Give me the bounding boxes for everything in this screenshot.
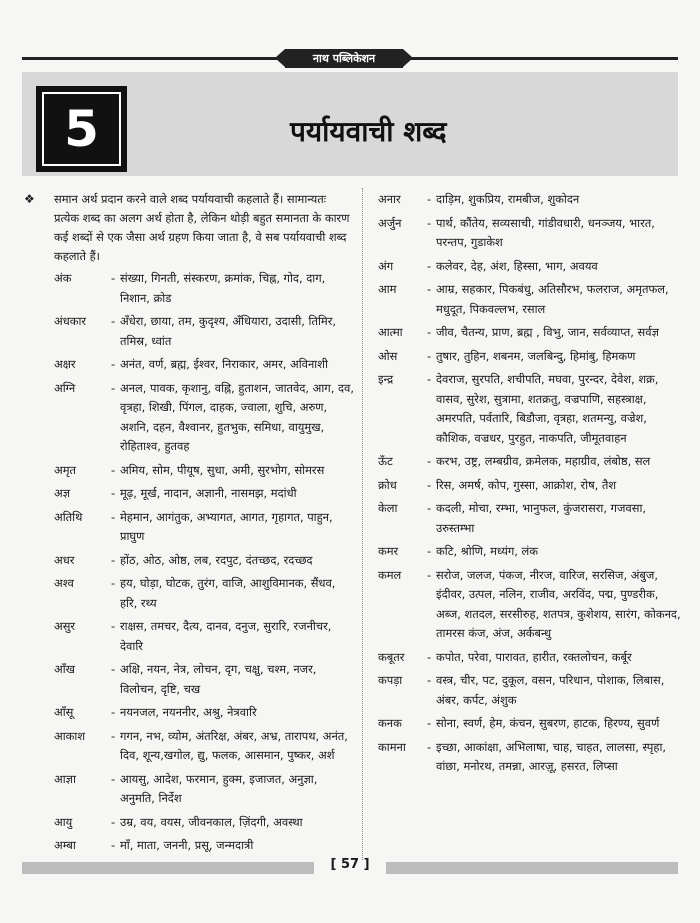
synonym-entry [370, 738, 682, 777]
synonym-entry [370, 452, 682, 472]
entry-word: आयु [54, 814, 73, 829]
synonym-entry [22, 727, 354, 766]
entry-word: अनार [378, 192, 401, 206]
entry-dash: - [110, 509, 116, 524]
synonym-entry [370, 566, 682, 644]
entry-dash: - [110, 357, 116, 371]
entry-synonyms: आम्र, सहकार, पिकबंधु, अतिसौरभ, फलराज, अमृतफल, मधुदूत, पिकवल्लभ, रसाल [436, 282, 669, 316]
entry-synonyms: अमिय, सोम, पीयूष, सुधा, अमी, सुरभोग, सोमरस [120, 462, 325, 477]
synonym-entry [370, 190, 682, 210]
entry-dash: - [426, 258, 432, 273]
entry-dash: - [110, 838, 116, 852]
entry-word: आज्ञा [54, 771, 76, 786]
entry-dash: - [110, 771, 116, 786]
entry-synonyms: कदली, मोचा, रम्भा, भानुफल, कुंजरासरा, गजवसा, उरुस्तम्भा [436, 501, 647, 535]
entry-word: कमल [378, 567, 402, 582]
entry-synonyms: मूढ़, मूर्ख, नादान, अज्ञानी, नासमझ, मदांधी [120, 486, 297, 500]
entry-synonyms: तुषार, तुहिन, शबनम, जलबिन्दु, हिमांबु, हिमकण [436, 348, 636, 363]
synonym-entry [22, 551, 354, 571]
right-synonym-list [370, 190, 682, 777]
chapter-title: पर्यायवाची शब्द [290, 115, 447, 148]
entry-word: अर्जुन [378, 215, 402, 230]
synonym-entry [22, 770, 354, 809]
synonym-entry [370, 347, 682, 367]
chapter-number-box [36, 86, 127, 172]
entry-synonyms: अक्षि, नयन, नेत्र, लोचन, दृग, चक्षु, चश्म, नजर, विलोचन, दृष्टि, चख [120, 662, 317, 696]
entry-dash: - [426, 372, 432, 386]
entry-word: असुर [54, 619, 76, 633]
entry-synonyms: पार्थ, कौंतेय, सव्यसाची, गांडीवधारी, धनञ्जय, भारत, परन्तप, गुडाकेश [436, 215, 655, 249]
entry-synonyms: करभ, उष्ट्र, लम्बग्रीव, क्रमेलक, महाग्रीव, लंबोष्ठ, सल [436, 454, 651, 468]
entry-dash: - [110, 552, 116, 567]
synonym-entry [22, 660, 354, 699]
entry-word: आत्मा [378, 325, 403, 339]
entry-word: कमर [378, 544, 399, 558]
entry-synonyms: उम्र, वय, वयस, जीवनकाल, ज़िंदगी, अवस्था [120, 814, 303, 829]
bullet-icon: ❖ [24, 192, 35, 206]
synonym-entry [22, 574, 354, 613]
entry-word: कनक [378, 716, 402, 730]
synonym-entry [370, 671, 682, 710]
entry-word: अतिथि [54, 509, 83, 524]
entry-dash: - [426, 282, 432, 296]
chapter-number: 5 [64, 100, 99, 158]
entry-dash: - [110, 814, 116, 829]
entry-synonyms: नयनजल, नयननीर, अश्रु, नेत्रवारि [120, 705, 257, 719]
page-number: [ 57 ] [330, 857, 370, 872]
entry-dash: - [426, 544, 432, 558]
entry-synonyms: कटि, श्रोणि, मध्यंग, लंक [436, 544, 538, 558]
entry-dash: - [110, 705, 116, 719]
entry-word: आँख [54, 662, 75, 676]
entry-dash: - [426, 348, 432, 363]
entry-word: अंग [378, 258, 394, 273]
entry-dash: - [110, 619, 116, 633]
publisher-label: नाथ पब्लिकेशन [285, 49, 403, 68]
synonym-entry [370, 370, 682, 448]
entry-synonyms: कलेवर, देह, अंश, हिस्सा, भाग, अवयव [436, 258, 598, 273]
synonym-entry [370, 280, 682, 319]
left-synonym-list [22, 269, 354, 856]
entry-dash: - [426, 477, 432, 492]
entry-synonyms: संख्या, गिनती, संस्करण, क्रमांक, चिह्न, गोद, दाग, निशान, क्रोड [120, 271, 326, 305]
entry-word: क्रोध [378, 477, 397, 492]
entry-word: केला [378, 501, 398, 515]
entry-dash: - [110, 314, 116, 328]
synonym-entry [370, 542, 682, 562]
entry-dash: - [426, 716, 432, 730]
synonym-entry [22, 312, 354, 351]
entry-synonyms: गगन, नभ, व्योम, अंतरिक्ष, अंबर, अभ्र, तारापथ, अनंत, दिव, शून्य,खगोल, द्यु, फलक, आसमान, पुष्कर, अर्श [120, 728, 348, 762]
synonym-entry [22, 813, 354, 833]
intro-text: समान अर्थ प्रदान करने वाले शब्द पर्यायवाची कहलाते हैं। सामान्यतः प्रत्येक शब्द का अलग अर्थ होता है, लेकिन थोड़ी बहुत समानता के कारण कई शब्दों से एक जैसा अर्थ ग्रहण किया जाता है, वे सब पर्यायवाची शब्द कहलाते हैं। [54, 192, 350, 263]
entry-word: अग्नि [54, 380, 76, 395]
synonym-entry [22, 269, 354, 308]
entry-synonyms: देवराज, सुरपति, शचीपति, मघवा, पुरन्दर, देवेश, शक्र, वासव, सुरेश, सुत्रामा, शतक्रतु, वज्रपाणि, सहस्त्राक्ष, अमरपति, पर्वतारि, बिडौजा, वृत्रहा, शतमन्यु, वज्रेश, कौशिक, वज्रधर, पुरहुत, नाकपति, जीमूतवाहन [436, 372, 659, 445]
synonym-entry [22, 508, 354, 547]
entry-dash: - [110, 462, 116, 477]
entry-word: कपड़ा [378, 673, 403, 687]
entry-word: अमृत [54, 462, 77, 477]
entry-dash: - [426, 192, 432, 206]
entry-word: आँसू [54, 705, 74, 719]
entry-word: अम्बा [54, 838, 76, 852]
entry-synonyms: सरोज, जलज, पंकज, नीरज, वारिज, सरसिज, अंबुज, इंदीवर, उत्पल, नलिन, राजीव, अरविंद, पद्म, पुण्डरीक, अब्ज, शतदल, सरसीरुह, शतपत्र, कुशेशय, सारंग, कोकनद, तामरस कंज, अंज, अर्कबन्धु [436, 567, 681, 640]
entry-word: अज्ञ [54, 486, 71, 500]
entry-dash: - [110, 576, 116, 590]
entry-dash: - [110, 271, 116, 285]
entry-dash: - [426, 454, 432, 468]
synonym-entry [22, 461, 354, 481]
entry-synonyms: हय, घोड़ा, घोटक, तुरंग, वाजि, आशुविमानक, सैंधव, हरि, रथ्य [120, 576, 336, 610]
synonym-entry [22, 484, 354, 504]
entry-synonyms: आयसु, आदेश, फरमान, हुक्म, इजाजत, अनुज्ञा, अनुमति, निर्देश [120, 771, 318, 805]
entry-word: इन्द्र [378, 372, 394, 386]
entry-synonyms: राक्षस, तमचर, दैत्य, दानव, दनुज, सुरारि, रजनीचर, देवारि [120, 619, 332, 653]
entry-word: अंक [54, 271, 72, 285]
entry-dash: - [426, 673, 432, 687]
entry-word: कबूतर [378, 649, 405, 664]
synonym-entry [22, 617, 354, 656]
entry-synonyms: रिस, अमर्ष, कोप, गुस्सा, आक्रोश, रोष, तैश [436, 477, 617, 492]
synonym-entry [22, 836, 354, 856]
synonym-entry [370, 714, 682, 734]
entry-dash: - [110, 380, 116, 395]
entry-word: अंधकार [54, 314, 87, 328]
entry-dash: - [426, 325, 432, 339]
entry-synonyms: माँ, माता, जननी, प्रसू, जन्मदात्री [120, 838, 254, 852]
synonym-entry [370, 648, 682, 668]
entry-synonyms: इच्छा, आकांक्षा, अभिलाषा, चाह, चाहत, लालसा, स्पृहा, वांछा, मनोरथ, तमन्ना, आरज़ू, हसरत, लिप्सा [436, 739, 667, 773]
intro-paragraph [22, 190, 354, 266]
entry-dash: - [110, 728, 116, 743]
entry-synonyms: कपोत, परेवा, पारावत, हारीत, रक्तलोचन, कर्बूर [436, 649, 632, 664]
footer-band-right [386, 862, 678, 874]
entry-word: ऊँट [378, 454, 393, 468]
synonym-entry [370, 257, 682, 277]
right-column [370, 190, 682, 781]
entry-dash: - [426, 739, 432, 754]
synonym-entry [370, 214, 682, 253]
synonym-entry [22, 355, 354, 375]
entry-synonyms: जीव, चैतन्य, प्राण, ब्रह्म , विभु, जान, सर्वव्याप्त, सर्वज्ञ [436, 325, 659, 339]
entry-word: आम [378, 282, 397, 296]
entry-synonyms: अनंत, वर्ण, ब्रह्म, ईश्वर, निराकार, अमर, अविनाशी [120, 357, 328, 371]
entry-dash: - [426, 501, 432, 515]
entry-word: अक्षर [54, 357, 76, 371]
entry-word: आकाश [54, 728, 86, 743]
left-column [22, 190, 354, 860]
entry-synonyms: वस्त्र, चीर, पट, दुकूल, वसन, परिधान, पोशाक, लिबास, अंबर, कर्पट, अंशुक [436, 673, 665, 707]
entry-dash: - [110, 662, 116, 676]
synonym-entry [370, 499, 682, 538]
entry-dash: - [110, 486, 116, 500]
entry-synonyms: दाड़िम, शुकप्रिय, रामबीज, शुकोदन [436, 192, 580, 206]
synonym-entry [370, 476, 682, 496]
entry-synonyms: मेहमान, आगंतुक, अभ्यागत, आगत, गृहागत, पाहुन, प्राघुण [120, 509, 333, 543]
entry-synonyms: सोना, स्वर्ण, हेम, कंचन, सुबरण, हाटक, हिरण्य, सुवर्ण [436, 716, 660, 730]
synonym-entry [22, 379, 354, 457]
entry-word: अधर [54, 552, 75, 567]
synonym-entry [22, 703, 354, 723]
column-divider [362, 188, 363, 860]
synonym-entry [370, 323, 682, 343]
entry-word: कामना [378, 739, 406, 754]
entry-word: अश्व [54, 576, 74, 590]
entry-synonyms: होंठ, ओठ, ओष्ठ, लब, रदपुट, दंतच्छद, रदच्छद [120, 552, 313, 567]
entry-synonyms: अँधेरा, छाया, तम, कुदृश्य, अँधियारा, उदासी, तिमिर, तमिस्र, ध्वांत [120, 314, 337, 348]
footer-band-left [22, 862, 314, 874]
entry-synonyms: अनल, पावक, कृशानु, वह्नि, हुताशन, जातवेद, आग, दव, वृत्रहा, शिखी, पिंगल, दाहक, ज्वाला, शुचि, अरुण, अशनि, दहन, वैश्वानर, हुतभुक, समिधा, वायुमुख, रोहिताश्व, हुतवह [120, 380, 354, 453]
entry-dash: - [426, 215, 432, 230]
entry-word: ओस [378, 348, 398, 363]
entry-dash: - [426, 649, 432, 664]
entry-dash: - [426, 567, 432, 582]
